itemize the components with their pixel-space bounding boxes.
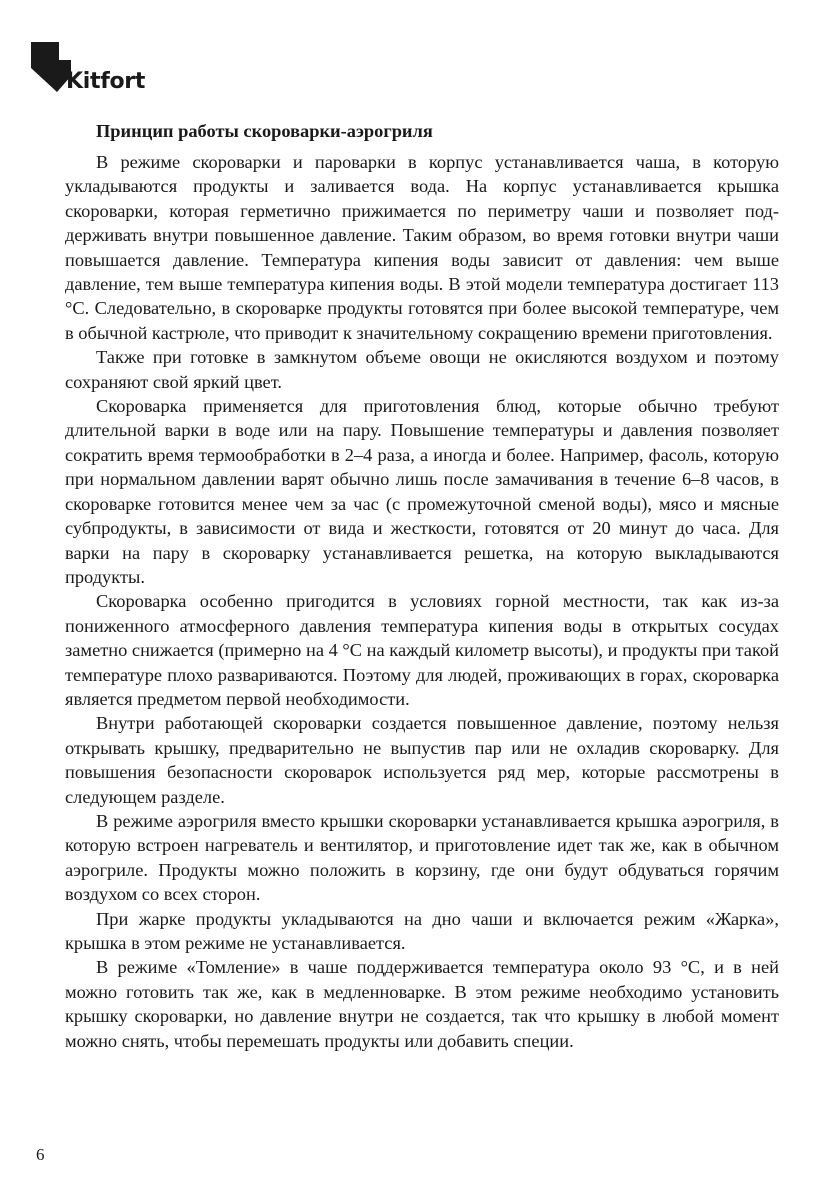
paragraph: Внутри работающей скороварки создается повышенное давление, поэтому нельзя открывать крышку, предварительно не выпустив пар или не охладив скороварку. Для повышения безопасности скороварок используется ряд мер, которые рассмотрены в следующем разделе. — [65, 713, 779, 807]
paragraph: Скороварка особенно пригодится в условиях горной местности, так как из-за пониженного атмосферного давления температура кипения воды в открытых сосудах заметно снижается (примерно на 4 °С на каждый километр высоты), и продукты при такой температуре плохо развариваются. Поэтому для людей, проживающих в горах, скороварка является предметом первой необходимости. — [65, 591, 779, 709]
paragraph: В режиме скороварки и пароварки в корпус устанавливается чаша, в которую укладываются продукты и заливается вода. На корпус устанавливается крышка скороварки, которая герметично прижимается по периметру чаши и позволяет поддерживать внутри повышенное давление. Таким образом, во время готовки внутри чаши повышается давление. Температура кипения воды зависит от давления: чем выше давление, тем выше температура кипения воды. В этой модели температура достигает 113 °С. Следовательно, в скороварке продукты готовятся при более высокой температуре, чем в обычной кастрюле, что приводит к значительному сокращению времени приготовления. — [65, 152, 779, 343]
paragraph: Также при готовке в замкнутом объеме овощи не окисляются воздухом и поэтому сохраняют свой яркий цвет. — [65, 347, 779, 392]
paragraph: Скороварка применяется для приготовления блюд, которые обычно требуют длительной варки в воде или на пару. Повышение температуры и давления позволяет сократить время термообработки в 2–4 раза, а иногда и более. Например, фасоль, которую при нормальном давлении варят обычно лишь после замачивания в течение 6–8 часов, в скороварке готовится менее чем за час (с промежуточной сменой воды), мясо и мясные субпродукты, в зависимости от вида и жесткости, готовятся от 20 минут до часа. Для варки на пару в скороварку устанавливается решетка, на которую выкладываются продукты. — [65, 396, 779, 587]
brand-name: Kitfort — [66, 69, 146, 94]
paragraph: В режиме «Томление» в чаше поддерживается температура около 93 °С, и в ней можно готовить так же, как в медленноварке. В этом режиме необходимо установить крышку скороварки, но давление внутри не создается, так что крышку в любой момент можно снять, чтобы перемешать продукты или добавить специи. — [65, 957, 779, 1051]
section-heading: Принцип работы скороварки-аэрогриля — [96, 121, 433, 141]
paragraph: В режиме аэрогриля вместо крышки скороварки устанавливается крышка аэрогриля, в которую встроен нагреватель и вентилятор, и приготовление идет так же, как в обычном аэрогриле. Продукты можно положить в корзину, где они будут обдуваться горячим воздухом со всех сторон. — [65, 810, 779, 905]
page-number: 6 — [36, 1145, 45, 1164]
paragraph: При жарке продукты укладываются на дно чаши и включается режим «Жарка», крышка в этом режиме не устанавливается. — [65, 908, 779, 953]
brand-logo — [31, 42, 151, 102]
document-body — [65, 118, 779, 1053]
kitfort-logo-icon — [31, 42, 71, 92]
